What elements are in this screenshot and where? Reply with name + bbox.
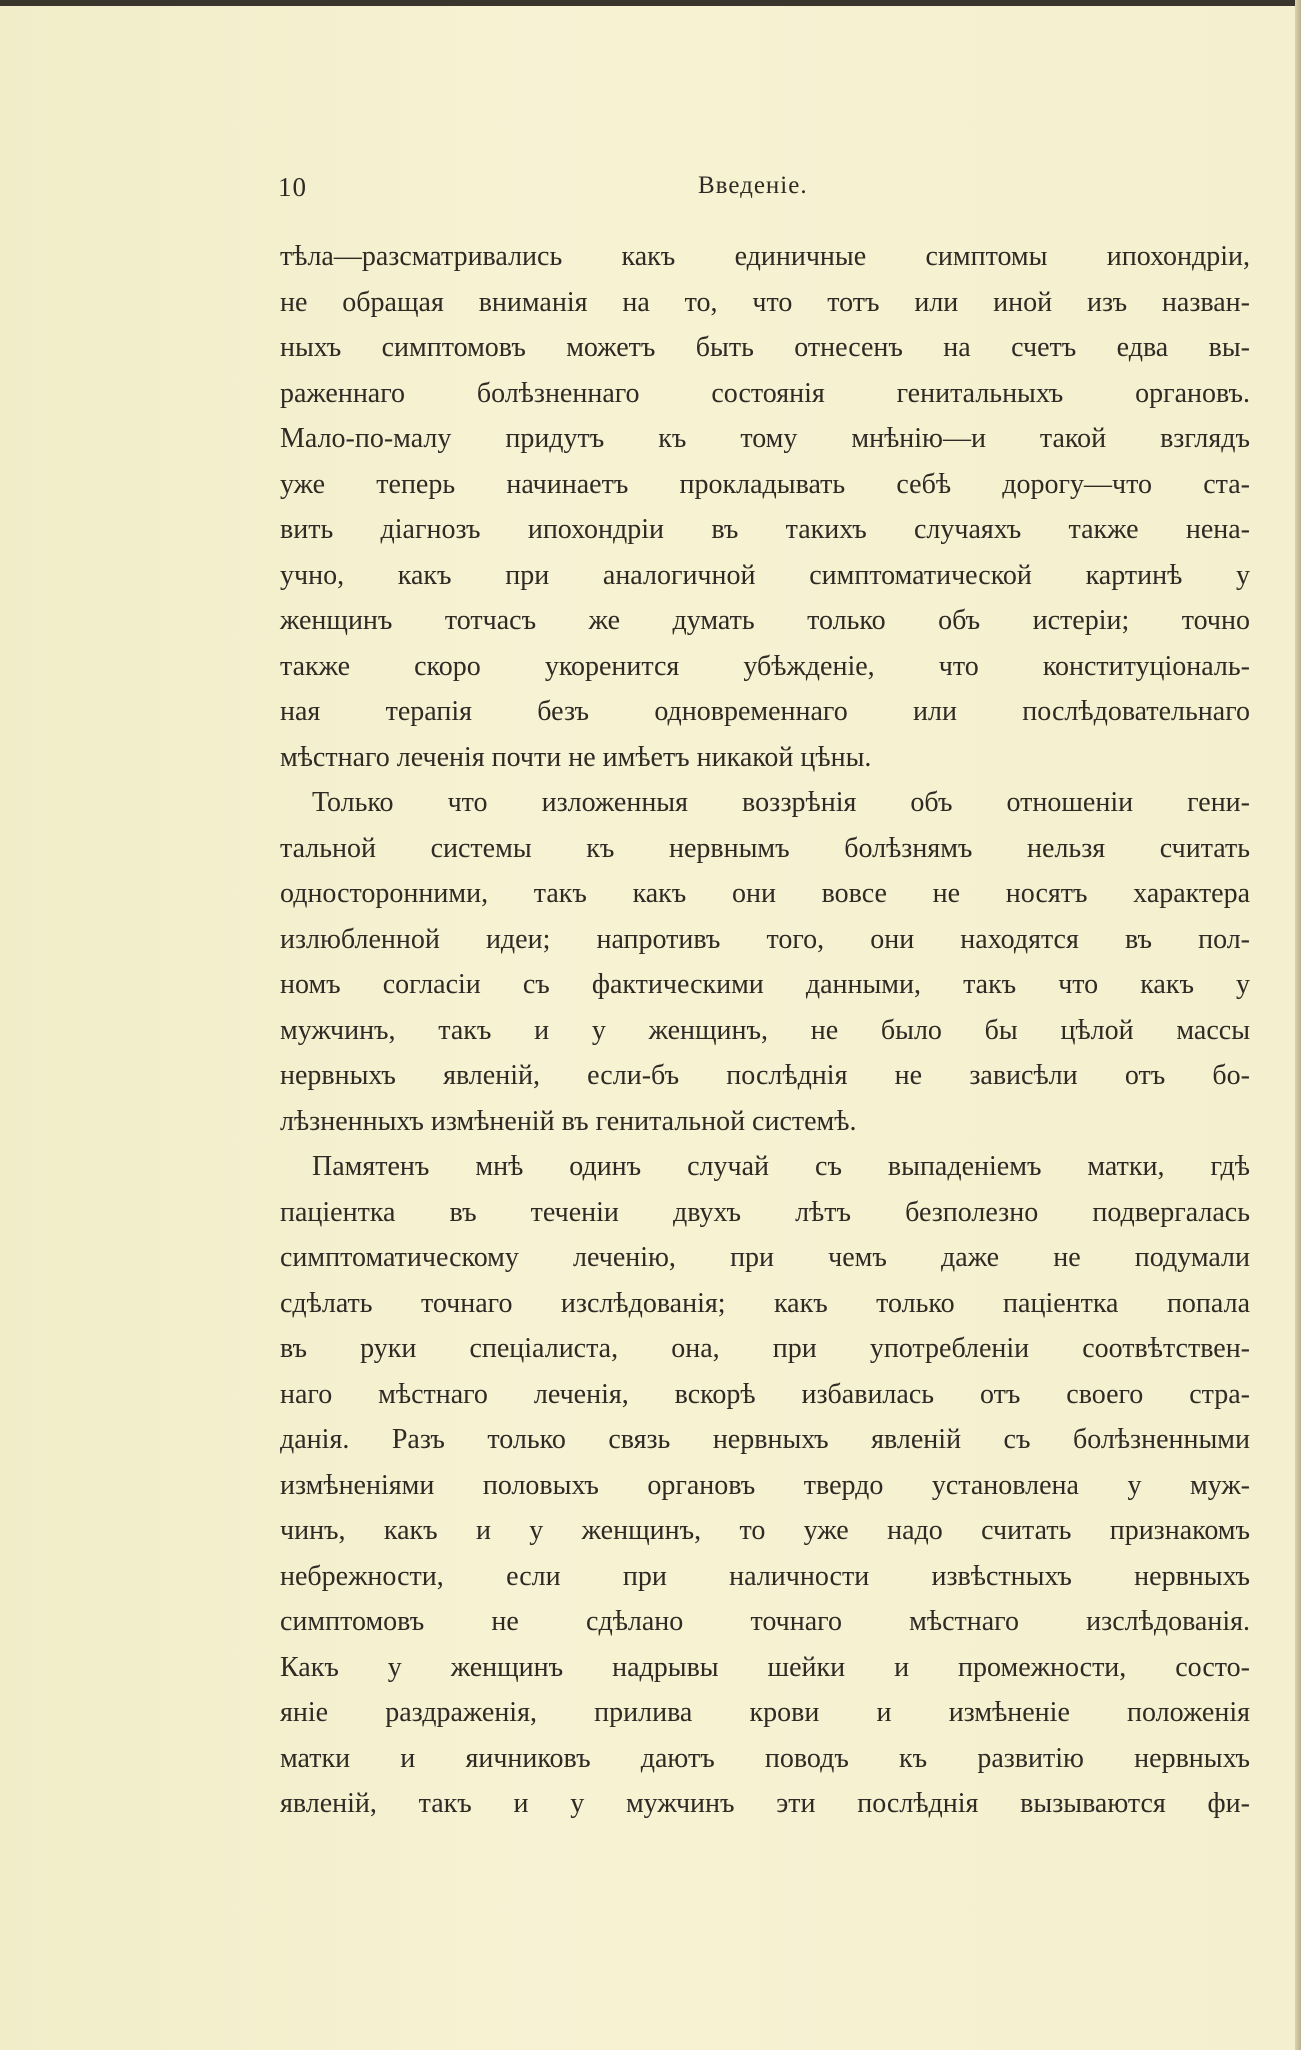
text-line: излюбленной идеи; напротивъ того, они находятся въ пол- bbox=[280, 923, 1250, 955]
text-line: небрежности, если при наличности извѣстныхъ нервныхъ bbox=[280, 1560, 1250, 1592]
text-line: односторонними, такъ какъ они вовсе не носятъ характера bbox=[280, 878, 1250, 909]
page-header bbox=[278, 172, 1018, 212]
text-line: мужчинъ, такъ и у женщинъ, не было бы цѣлой массы bbox=[280, 1014, 1250, 1046]
text-line: Какъ у женщинъ надрывы шейки и промежности, состо- bbox=[280, 1651, 1250, 1683]
text-line: ная терапія безъ одновременнаго или послѣдовательнаго bbox=[280, 696, 1250, 727]
page-top-edge bbox=[0, 0, 1301, 6]
text-line: измѣненіями половыхъ органовъ твердо установлена у муж- bbox=[280, 1469, 1250, 1501]
text-line: наго мѣстнаго леченія, вскорѣ избавилась отъ своего стра- bbox=[280, 1378, 1250, 1410]
text-line: чинъ, какъ и у женщинъ, то уже надо считать признакомъ bbox=[280, 1515, 1250, 1546]
text-line: Памятенъ мнѣ одинъ случай съ выпаденіемъ матки, гдѣ bbox=[312, 1151, 1250, 1182]
text-line: данія. Разъ только связь нервныхъ явленій съ болѣзненными bbox=[280, 1424, 1250, 1455]
text-line: тальной системы къ нервнымъ болѣзнямъ нельзя считать bbox=[280, 832, 1250, 864]
text-line: въ руки спеціалиста, она, при употребленіи соотвѣтствен- bbox=[280, 1333, 1250, 1364]
body-text bbox=[280, 234, 1250, 1827]
text-line: Мало-по-малу придутъ къ тому мнѣнію—и такой взглядъ bbox=[280, 423, 1250, 454]
text-line: матки и яичниковъ даютъ поводъ къ развитію нервныхъ bbox=[280, 1742, 1250, 1774]
page-number: 10 bbox=[278, 172, 307, 202]
text-line: учно, какъ при аналогичной симптоматической картинѣ у bbox=[280, 559, 1250, 591]
text-line: яніе раздраженія, прилива крови и измѣненіе положенія bbox=[280, 1697, 1250, 1728]
text-line: также скоро укоренится убѣжденіе, что конституціональ- bbox=[280, 650, 1250, 682]
text-line: мѣстнаго леченія почти не имѣетъ никакой цѣны. bbox=[280, 741, 872, 773]
page-right-edge bbox=[1295, 0, 1301, 2050]
text-line: тѣла—разсматривались какъ единичные симптомы ипохондріи, bbox=[280, 241, 1250, 272]
text-line: нервныхъ явленій, если-бъ послѣднія не зависѣли отъ бо- bbox=[280, 1060, 1250, 1091]
text-line: сдѣлать точнаго изслѣдованія; какъ только паціентка попала bbox=[280, 1287, 1250, 1319]
text-line: не обращая вниманія на то, что тотъ или иной изъ назван- bbox=[280, 286, 1250, 318]
text-line: симптомовъ не сдѣлано точнаго мѣстнаго изслѣдованія. bbox=[280, 1606, 1250, 1637]
text-line: паціентка въ теченіи двухъ лѣтъ безполезно подвергалась bbox=[280, 1196, 1250, 1228]
text-line: явленій, такъ и у мужчинъ эти послѣднія вызываются фи- bbox=[280, 1788, 1250, 1819]
text-line: уже теперь начинаетъ прокладывать себѣ дорогу—что ста- bbox=[280, 468, 1250, 500]
text-line: симптоматическому леченію, при чемъ даже не подумали bbox=[280, 1242, 1250, 1273]
text-line: женщинъ тотчасъ же думать только объ истеріи; точно bbox=[280, 605, 1250, 636]
text-line: ныхъ симптомовъ можетъ быть отнесенъ на счетъ едва вы- bbox=[280, 332, 1250, 363]
text-line: лѣзненныхъ измѣненій въ генитальной системѣ. bbox=[280, 1105, 857, 1137]
text-line: номъ согласіи съ фактическими данными, такъ что какъ у bbox=[280, 969, 1250, 1000]
text-line: раженнаго болѣзненнаго состоянія генитальныхъ органовъ. bbox=[280, 377, 1250, 409]
text-line: вить діагнозъ ипохондріи въ такихъ случаяхъ также нена- bbox=[280, 514, 1250, 545]
running-title: Введеніе. bbox=[698, 172, 808, 199]
text-line: Только что изложенныя воззрѣнія объ отношеніи гени- bbox=[312, 787, 1250, 818]
